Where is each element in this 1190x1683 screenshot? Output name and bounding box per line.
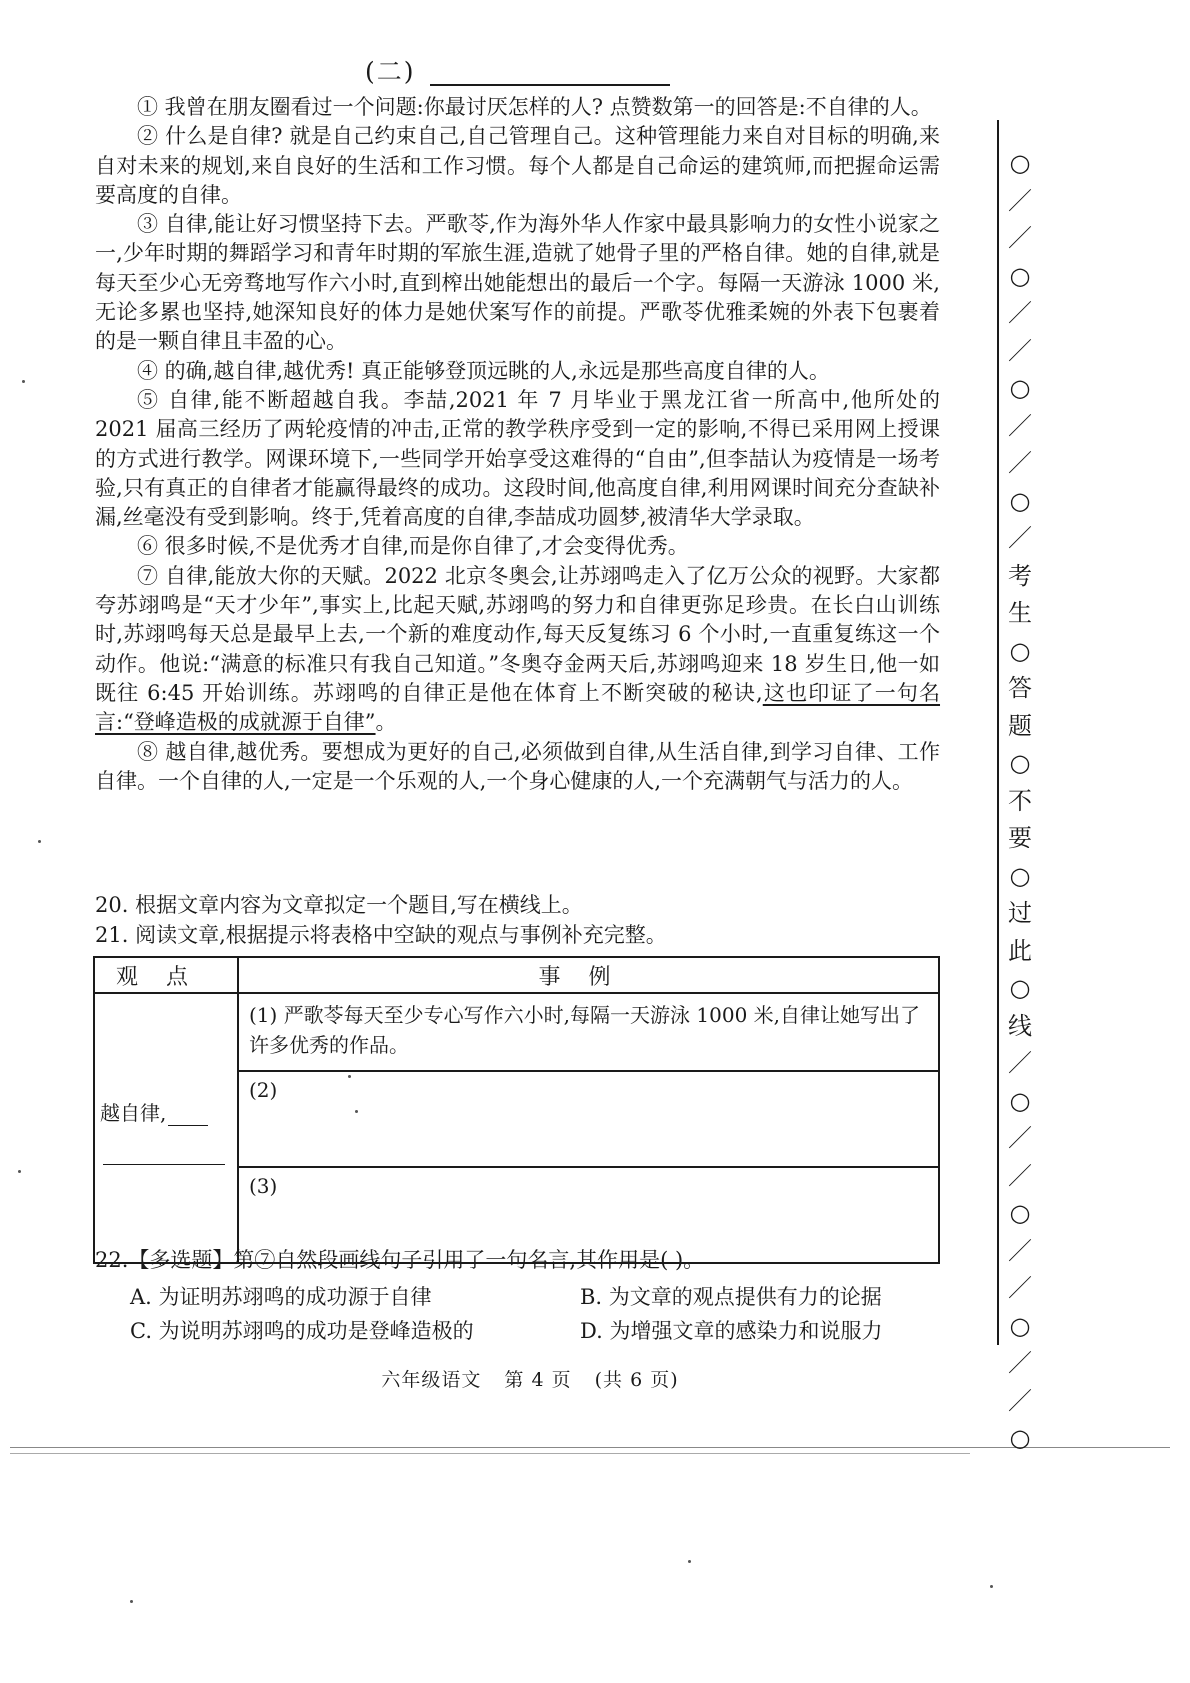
scan-speck xyxy=(38,840,41,843)
view-blank-1[interactable] xyxy=(168,1101,208,1126)
view-blank-2[interactable] xyxy=(103,1164,225,1165)
table-header-view: 观点 xyxy=(94,957,238,993)
binding-glyph: ／ xyxy=(1008,1161,1032,1190)
options-row-2 xyxy=(130,1314,940,1348)
question-21: 21. 阅读文章,根据提示将表格中空缺的观点与事例补充完整。 xyxy=(95,923,667,947)
paragraph-6: ⑥ 很多时候,不是优秀才自律,而是你自律了,才会变得优秀。 xyxy=(137,534,689,559)
underlined-quote: 这也印证了一句名言:“登峰造极的成就源于自律” xyxy=(95,680,941,735)
binding-glyph: 不 xyxy=(1008,786,1032,815)
binding-glyph: 生 xyxy=(1008,599,1032,627)
footer-total: (共 6 页) xyxy=(594,1369,679,1391)
binding-glyph: ○ xyxy=(1009,974,1031,1002)
section-label xyxy=(365,52,416,88)
scan-speck xyxy=(348,1075,351,1078)
binding-glyph: ／ xyxy=(1008,186,1032,215)
scan-speck xyxy=(990,1585,993,1588)
view-prefix: 越自律, xyxy=(100,1101,167,1125)
binding-border-line xyxy=(997,120,999,1345)
binding-glyph: ○ xyxy=(1009,636,1031,665)
binding-glyph: ／ xyxy=(1008,449,1032,477)
binding-glyph: 要 xyxy=(1008,824,1032,852)
scan-edge-line xyxy=(10,1447,1170,1448)
option-b[interactable]: B. 为文章的观点提供有力的论据 xyxy=(580,1285,882,1309)
binding-glyph: ○ xyxy=(1009,374,1031,402)
scan-speck xyxy=(130,1600,133,1603)
footer-page: 第 4 页 xyxy=(504,1369,572,1391)
example-3-cell[interactable]: (3) xyxy=(238,1167,939,1263)
section-number: (二) xyxy=(365,57,416,86)
binding-glyph: ／ xyxy=(1008,411,1032,440)
page-footer xyxy=(0,1365,1060,1392)
question-22-options xyxy=(130,1280,940,1348)
paragraph-8: ⑧ 越自律,越优秀。要想成为更好的自己,必须做到自律,从生活自律,到学习自律、工作自律。一个自律的人,一定是一个乐观的人,一个身心健康的人,一个充满朝气与活力的人。 xyxy=(95,739,940,793)
binding-glyph: ／ xyxy=(1008,1274,1032,1302)
binding-glyph: 此 xyxy=(1008,936,1032,965)
view-example-table xyxy=(93,956,940,1264)
reading-article xyxy=(95,93,940,796)
scan-speck xyxy=(18,1170,21,1173)
binding-glyph: 答 xyxy=(1008,674,1032,702)
paragraph-7 xyxy=(95,562,940,738)
example-2-cell[interactable]: (2) xyxy=(238,1071,939,1167)
binding-glyph: ○ xyxy=(1009,749,1031,777)
scan-speck xyxy=(22,380,25,383)
table-header-example: 事例 xyxy=(238,957,939,993)
binding-glyph: ○ xyxy=(1009,861,1031,890)
binding-glyph: ／ xyxy=(1008,299,1032,327)
binding-glyph: 线 xyxy=(1008,1011,1032,1040)
binding-glyph: ／ xyxy=(1008,336,1032,365)
binding-glyph: ／ xyxy=(1008,1349,1032,1377)
scan-speck xyxy=(355,1110,358,1113)
paragraph-1: ① 我曾在朋友圈看过一个问题:你最讨厌怎样的人? 点赞数第一的回答是:不自律的人。 xyxy=(137,95,932,119)
binding-strip xyxy=(1003,145,1037,1458)
question-20: 20. 根据文章内容为文章拟定一个题目,写在横线上。 xyxy=(95,893,583,917)
option-a[interactable]: A. 为证明苏翊鸣的成功源于自律 xyxy=(130,1285,432,1309)
binding-glyph: ／ xyxy=(1008,1124,1032,1152)
option-c[interactable]: C. 为说明苏翊鸣的成功是登峰造极的 xyxy=(130,1319,474,1343)
binding-glyph: 过 xyxy=(1008,899,1032,927)
view-cell xyxy=(94,993,238,1263)
binding-glyph: ／ xyxy=(1008,1386,1032,1415)
binding-glyph: ／ xyxy=(1008,224,1032,252)
paragraph-7-text: ⑦ 自律,能放大你的天赋。2022 北京冬奥会,让苏翊鸣走入了亿万公众的视野。大家都夸苏翊鸣是“天才少年”,事实上,比起天赋,苏翊鸣的努力和自律更弥足珍贵。在长白山训练时,苏翊鸣每天总是最早上去,一个新的难度动作,每天反复练习 6 个小时,一直重复练这一个动作。他说:“满意的标准只有我自己知道。”冬奥夺金两天后,苏翊鸣迎来 18 岁生日,他一如既往 6:45 开始训练。苏翊鸣的自律正是他在体育上不断突破的秘诀, xyxy=(95,563,940,705)
binding-glyph: ○ xyxy=(1009,149,1031,177)
scan-edge-line-2 xyxy=(10,1453,970,1454)
binding-glyph: ○ xyxy=(1009,261,1031,290)
binding-glyph: 题 xyxy=(1008,711,1032,740)
paragraph-7-end: 。 xyxy=(375,710,397,735)
paragraph-5: ⑤ 自律,能不断超越自我。李喆,2021 年 7 月毕业于黑龙江省一所高中,他所处的 2021 届高三经历了两轮疫情的冲击,正常的教学秩序受到一定的影响,不得已采用网上授课的方式进行教学。网课环境下,一些同学开始享受这难得的“自由”,但李喆认为疫情是一场考验,只有真正的自律者才能赢得最终的成功。这段时间,他高度自律,利用网课时间充分查缺补漏,丝毫没有受到影响。终于,凭着高度的自律,李喆成功圆梦,被清华大学录取。 xyxy=(95,387,940,530)
binding-glyph: ○ xyxy=(1009,1086,1031,1115)
binding-glyph: ／ xyxy=(1008,1049,1032,1077)
binding-glyph: ○ xyxy=(1009,1311,1031,1340)
scan-speck xyxy=(688,1560,691,1563)
paragraph-2: ② 什么是自律? 就是自己约束自己,自己管理自己。这种管理能力来自对目标的明确,来自对未来的规划,来自良好的生活和工作习惯。每个人都是自己命运的建筑师,而把握命运需要高度的自律。 xyxy=(95,124,940,207)
binding-glyph: ○ xyxy=(1009,1199,1031,1227)
binding-glyph: ○ xyxy=(1009,1424,1031,1452)
view-text xyxy=(100,1097,208,1126)
example-1-cell: (1) 严歌苓每天至少专心写作六小时,每隔一天游泳 1000 米,自律让她写出了许多优秀的作品。 xyxy=(238,993,939,1071)
title-answer-line[interactable] xyxy=(430,84,670,86)
footer-subject: 六年级语文 xyxy=(381,1369,482,1391)
paragraph-4: ④ 的确,越自律,越优秀! 真正能够登顶远眺的人,永远是那些高度自律的人。 xyxy=(137,358,830,383)
question-22: 22.【多选题】第⑦自然段画线句子引用了一句名言,其作用是( )。 xyxy=(95,1248,705,1272)
options-row-1 xyxy=(130,1280,940,1314)
option-d[interactable]: D. 为增强文章的感染力和说服力 xyxy=(580,1319,883,1343)
questions-block xyxy=(95,890,945,950)
binding-glyph: ／ xyxy=(1008,524,1032,552)
paragraph-3: ③ 自律,能让好习惯坚持下去。严歌苓,作为海外华人作家中最具影响力的女性小说家之一,少年时期的舞蹈学习和青年时期的军旅生涯,造就了她骨子里的严格自律。她的自律,就是每天至少心无旁骛地写作六小时,直到榨出她能想出的最后一个字。每隔一天游泳 1000 米,无论多累也坚持,她深知良好的体力是她伏案写作的前提。严歌苓优雅柔婉的外表下包裹着的是一颗自律且丰盈的心。 xyxy=(95,212,940,354)
binding-glyph: ／ xyxy=(1008,1236,1032,1265)
binding-glyph: ○ xyxy=(1009,486,1031,515)
binding-glyph: 考 xyxy=(1008,561,1032,590)
